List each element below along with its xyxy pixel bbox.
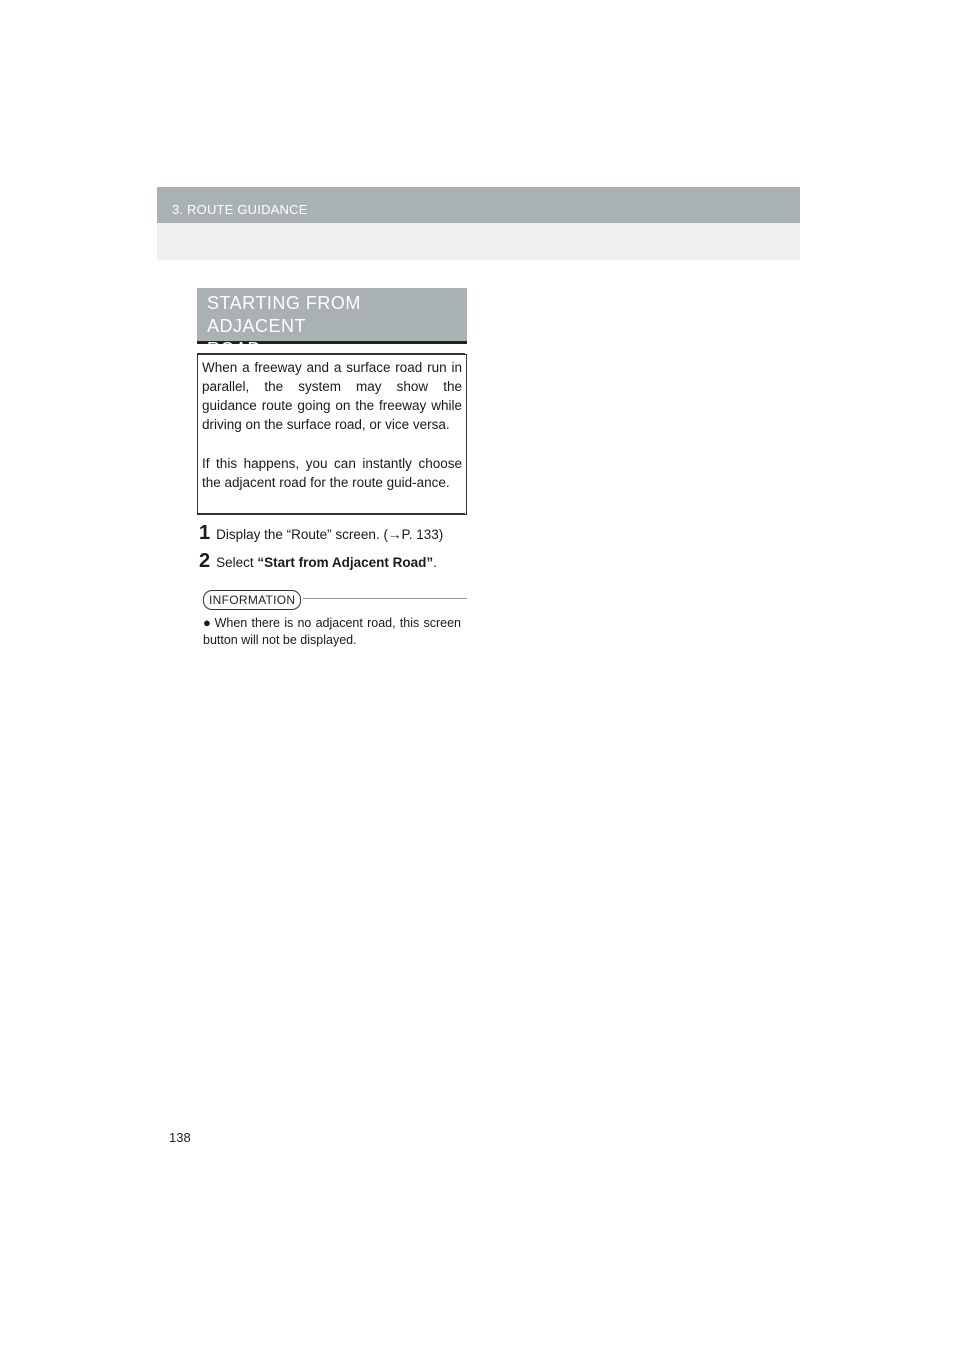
information-badge: INFORMATION bbox=[203, 590, 301, 610]
section-title bbox=[207, 292, 461, 361]
section-title-box bbox=[197, 288, 467, 359]
step-2-suffix: . bbox=[433, 555, 437, 570]
page-number: 138 bbox=[169, 1130, 191, 1145]
step-2-number: 2 bbox=[199, 550, 211, 572]
step-1 bbox=[199, 522, 443, 545]
section-title-line-1: STARTING FROM ADJACENT bbox=[207, 293, 361, 336]
intro-paragraph-2: If this happens, you can instantly choose the adjacent road for the route guid-ance. bbox=[202, 456, 462, 490]
step-2 bbox=[199, 550, 437, 573]
intro-paragraph-1: When a freeway and a surface road run in parallel, the system may show the guidance route going on the freeway while driving on the surface road, or vice versa. bbox=[202, 360, 462, 432]
section-label: 3. ROUTE GUIDANCE bbox=[172, 202, 308, 217]
header-sub-band bbox=[157, 223, 800, 260]
step-2-prefix: Select bbox=[216, 555, 258, 570]
intro-box bbox=[197, 353, 465, 514]
step-1-text: Display the “Route” screen. (→P. 133) bbox=[216, 527, 444, 542]
information-text-block bbox=[203, 614, 461, 649]
step-1-number: 1 bbox=[199, 522, 211, 544]
step-2-button-name: “Start from Adjacent Road” bbox=[257, 555, 434, 570]
information-rule bbox=[303, 598, 467, 599]
section-title-line-2: ROAD bbox=[207, 339, 262, 359]
information-text: When there is no adjacent road, this screen button will not be displayed. bbox=[203, 616, 461, 647]
bullet-icon: ● bbox=[203, 615, 212, 630]
